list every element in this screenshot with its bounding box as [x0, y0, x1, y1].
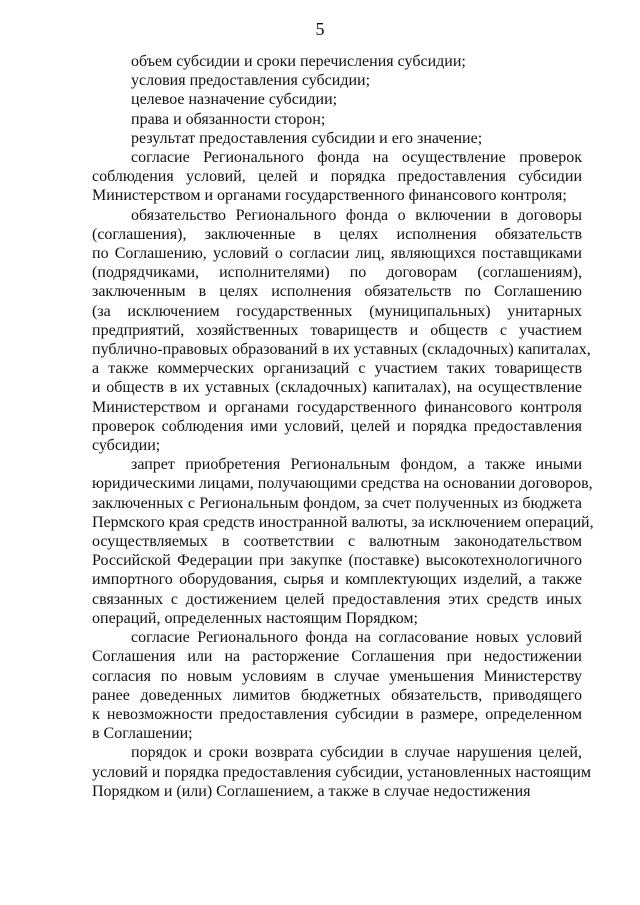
- text-line: Министерством и органами государственного финансового контроля;: [92, 187, 567, 205]
- paragraph: [92, 71, 582, 90]
- text-line: связанных с достижением целей предоставления этих средств иных: [92, 590, 582, 608]
- text-line: а также коммерческих организаций с участием таких товариществ: [92, 360, 582, 378]
- text-line: ранее доведенных лимитов бюджетных обязательств, приводящего: [92, 686, 582, 704]
- text-line: предприятий, хозяйственных товариществ и обществ с участием: [92, 321, 582, 339]
- text-line: запрет приобретения Региональным фондом, а также иными: [131, 456, 582, 474]
- text-line: субсидии;: [92, 437, 161, 455]
- text-line: импортного оборудования, сырья и комплектующих изделий, а также: [92, 571, 582, 589]
- text-line: условий и порядка предоставления субсидии, установленных настоящим: [92, 763, 591, 781]
- paragraph: [92, 129, 582, 148]
- text-line: результат предоставления субсидии и его значение;: [131, 129, 483, 147]
- text-line: Российской Федерации при закупке (поставке) высокотехнологичного: [92, 552, 582, 570]
- paragraph: [92, 110, 582, 129]
- document-body: [92, 52, 594, 801]
- text-line: заключенных с Региональным фондом, за счет полученных из бюджета: [92, 494, 582, 512]
- paragraph: [92, 628, 582, 743]
- text-line: (подрядчиками, исполнителями) по договорам (соглашениям),: [92, 264, 582, 282]
- paragraph: [92, 206, 591, 456]
- text-line: публично-правовых образований в их уставных (складочных) капиталах,: [92, 341, 591, 359]
- text-line: (соглашения), заключенные в целях исполнения обязательств: [92, 225, 582, 243]
- text-line: целевое назначение субсидии;: [131, 91, 338, 109]
- text-line: проверок соблюдения ими условий, целей и порядка предоставления: [92, 417, 582, 435]
- text-line: права и обязанности сторон;: [131, 110, 326, 128]
- text-line: порядок и сроки возврата субсидии в случае нарушения целей,: [131, 744, 582, 762]
- text-line: по Соглашению, условий о согласии лиц, являющихся поставщиками: [92, 245, 582, 263]
- text-line: согласие Регионального фонда на согласование новых условий: [131, 629, 582, 647]
- paragraph: [92, 148, 582, 206]
- text-line: осуществляемых в соответствии с валютным законодательством: [92, 533, 582, 551]
- paragraph: [92, 52, 582, 71]
- paragraph: [92, 90, 582, 109]
- text-line: Пермского края средств иностранной валюты, за исключением операций,: [92, 513, 594, 531]
- text-line: юридическими лицами, получающими средства на основании договоров,: [92, 475, 593, 493]
- text-line: в Соглашении;: [92, 725, 193, 743]
- text-line: (за исключением государственных (муниципальных) унитарных: [92, 302, 582, 320]
- text-line: соблюдения условий, целей и порядка предоставления субсидии: [92, 168, 582, 186]
- text-line: согласие Регионального фонда на осуществление проверок: [131, 149, 582, 167]
- text-line: Соглашения или на расторжение Соглашения при недостижении: [92, 648, 582, 666]
- text-line: объем субсидии и сроки перечисления субсидии;: [131, 53, 466, 70]
- text-line: операций, определенных настоящим Порядком;: [92, 609, 418, 627]
- page-number: 5: [315, 19, 325, 39]
- text-line: Министерством и органами государственного финансового контроля: [92, 398, 582, 416]
- text-line: условия предоставления субсидии;: [131, 72, 371, 90]
- paragraph: [92, 455, 594, 628]
- text-line: согласия по новым условиям в случае уменьшения Министерству: [92, 667, 582, 685]
- text-line: к невозможности предоставления субсидии в размере, определенном: [92, 705, 582, 723]
- text-line: Порядком и (или) Соглашением, а также в случае недостижения: [92, 782, 531, 800]
- text-line: и обществ в их уставных (складочных) капиталах), на осуществление: [92, 379, 582, 397]
- text-line: обязательство Регионального фонда о включении в договоры: [131, 206, 582, 224]
- paragraph: [92, 743, 591, 801]
- text-line: заключенным в целях исполнения обязательств по Соглашению: [92, 283, 582, 301]
